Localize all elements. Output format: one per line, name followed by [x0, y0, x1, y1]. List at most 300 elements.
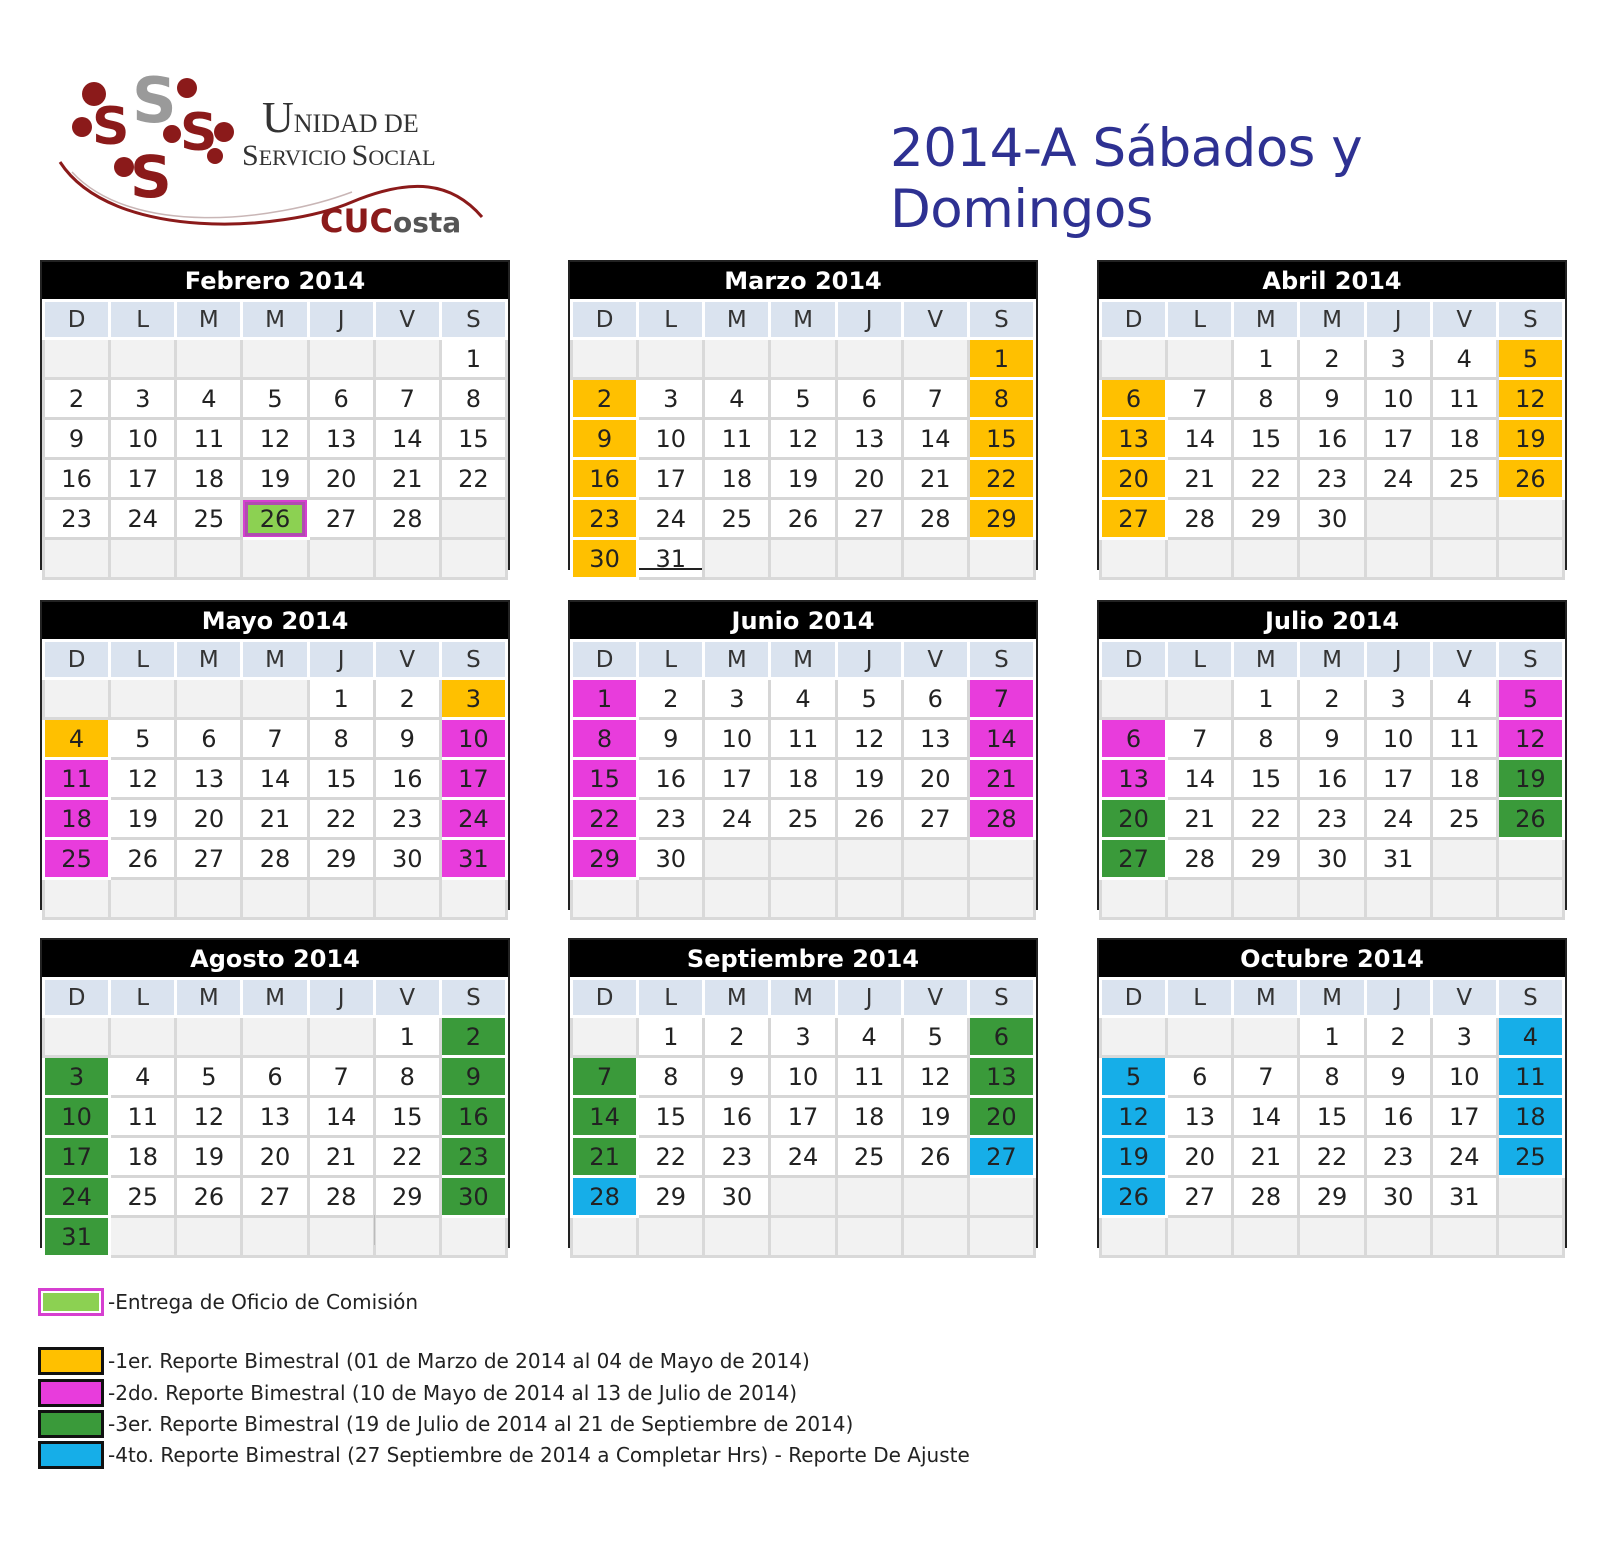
legend-text: -Entrega de Oficio de Comisión: [108, 1290, 419, 1314]
week-row: [44, 1217, 507, 1257]
day-cell: 4: [1497, 1017, 1563, 1057]
day-cell: 4: [176, 379, 242, 419]
day-cell: 30: [1299, 839, 1365, 879]
day-cell: 1: [440, 339, 506, 379]
day-cell: 31: [44, 1217, 110, 1257]
weekday-header: L: [1167, 641, 1233, 679]
day-cell: 23: [1365, 1137, 1431, 1177]
day-cell: 22: [440, 459, 506, 499]
empty-day-cell: [1101, 539, 1167, 579]
empty-day-cell: [704, 879, 770, 919]
day-cell: 31: [440, 839, 506, 879]
day-cell: 6: [836, 379, 902, 419]
empty-day-cell: [110, 339, 176, 379]
day-cell: 4: [1431, 339, 1497, 379]
day-cell: 19: [836, 759, 902, 799]
empty-day-cell: [1167, 1217, 1233, 1257]
empty-day-cell: [572, 1017, 638, 1057]
week-row: [1101, 499, 1564, 539]
day-cell: 2: [704, 1017, 770, 1057]
day-cell: 17: [1365, 419, 1431, 459]
day-cell: 18: [176, 459, 242, 499]
week-row: [1101, 1137, 1564, 1177]
day-cell: 8: [1299, 1057, 1365, 1097]
empty-day-cell: [968, 539, 1034, 579]
day-cell: 6: [968, 1017, 1034, 1057]
day-cell: 12: [902, 1057, 968, 1097]
weekday-header: M: [1233, 301, 1299, 339]
empty-day-cell: [308, 879, 374, 919]
day-cell: 27: [242, 1177, 308, 1217]
weekday-header: S: [968, 301, 1034, 339]
day-cell: 7: [1233, 1057, 1299, 1097]
week-row: [44, 339, 507, 379]
week-row: [572, 419, 1035, 459]
week-row: [44, 719, 507, 759]
day-cell: 12: [242, 419, 308, 459]
weekday-header: J: [1365, 979, 1431, 1017]
day-cell: 17: [110, 459, 176, 499]
empty-day-cell: [242, 539, 308, 579]
day-cell: 12: [836, 719, 902, 759]
empty-day-cell: [902, 839, 968, 879]
weekday-header: M: [242, 641, 308, 679]
logo-line1: NIDAD DE: [293, 109, 419, 138]
month-calendar: [1097, 260, 1567, 570]
day-cell: 13: [968, 1057, 1034, 1097]
day-cell: 17: [44, 1137, 110, 1177]
day-cell: 7: [308, 1057, 374, 1097]
day-cell: 25: [770, 799, 836, 839]
day-cell: 26: [176, 1177, 242, 1217]
week-row: [572, 1057, 1035, 1097]
day-cell: 23: [440, 1137, 506, 1177]
empty-day-cell: [242, 1217, 308, 1257]
day-cell: 11: [44, 759, 110, 799]
empty-day-cell: [902, 1217, 968, 1257]
day-cell: 9: [440, 1057, 506, 1097]
day-cell: 28: [902, 499, 968, 539]
svg-text:S: S: [180, 103, 218, 163]
weekday-header: L: [638, 641, 704, 679]
empty-day-cell: [770, 1177, 836, 1217]
week-row: [44, 1057, 507, 1097]
day-cell: 22: [968, 459, 1034, 499]
week-row: [44, 1137, 507, 1177]
day-cell: 28: [1233, 1177, 1299, 1217]
day-cell: 13: [1101, 419, 1167, 459]
day-cell: 19: [110, 799, 176, 839]
day-cell: 28: [968, 799, 1034, 839]
day-cell: 7: [1167, 379, 1233, 419]
weekday-header: M: [1299, 979, 1365, 1017]
day-cell: 9: [572, 419, 638, 459]
empty-day-cell: [176, 1217, 242, 1257]
weekday-header: S: [968, 641, 1034, 679]
empty-day-cell: [1233, 1017, 1299, 1057]
day-cell: 30: [638, 839, 704, 879]
day-cell: 6: [1101, 719, 1167, 759]
day-cell: 29: [374, 1177, 440, 1217]
weekday-header: M: [704, 979, 770, 1017]
empty-day-cell: [704, 839, 770, 879]
weekday-header: D: [572, 979, 638, 1017]
empty-day-cell: [968, 1217, 1034, 1257]
day-cell: 2: [440, 1017, 506, 1057]
empty-day-cell: [1167, 679, 1233, 719]
empty-day-cell: [308, 539, 374, 579]
empty-day-cell: [704, 1217, 770, 1257]
day-cell: 13: [242, 1097, 308, 1137]
day-cell: 5: [836, 679, 902, 719]
day-cell: 13: [1101, 759, 1167, 799]
legend-text: -1er. Reporte Bimestral (01 de Marzo de 2014 al 04 de Mayo de 2014): [108, 1349, 810, 1373]
week-row: [572, 799, 1035, 839]
day-cell: 19: [902, 1097, 968, 1137]
weekday-header: M: [1299, 641, 1365, 679]
month-title: Octubre 2014: [1099, 940, 1565, 977]
day-cell: 10: [440, 719, 506, 759]
month-calendar: [1097, 600, 1567, 910]
day-cell: 21: [572, 1137, 638, 1177]
day-cell: 26: [1101, 1177, 1167, 1217]
weekday-header: J: [836, 979, 902, 1017]
day-cell: 8: [1233, 719, 1299, 759]
day-cell: 20: [1167, 1137, 1233, 1177]
empty-day-cell: [1299, 539, 1365, 579]
day-cell: 3: [440, 679, 506, 719]
day-cell: 23: [1299, 799, 1365, 839]
week-row: [572, 719, 1035, 759]
day-cell: 5: [1101, 1057, 1167, 1097]
day-cell: 16: [44, 459, 110, 499]
day-cell: 14: [1167, 419, 1233, 459]
day-cell: 12: [1497, 719, 1563, 759]
day-cell: 14: [242, 759, 308, 799]
day-cell: 22: [1299, 1137, 1365, 1177]
day-cell: 24: [44, 1177, 110, 1217]
weekday-header: J: [836, 301, 902, 339]
day-cell: 26: [836, 799, 902, 839]
day-cell: 15: [638, 1097, 704, 1137]
week-row: [572, 379, 1035, 419]
legend-swatch: [38, 1347, 104, 1375]
day-cell: 20: [968, 1097, 1034, 1137]
day-cell: 18: [110, 1137, 176, 1177]
week-row: [44, 499, 507, 539]
weekday-header: J: [1365, 641, 1431, 679]
weekday-header: S: [968, 979, 1034, 1017]
day-cell: 1: [638, 1017, 704, 1057]
day-cell: 27: [902, 799, 968, 839]
day-cell: 7: [572, 1057, 638, 1097]
svg-text:S: S: [132, 64, 177, 137]
day-cell: 4: [44, 719, 110, 759]
day-cell: 15: [968, 419, 1034, 459]
weekday-header: V: [902, 641, 968, 679]
day-cell: 22: [1233, 799, 1299, 839]
empty-day-cell: [1365, 1217, 1431, 1257]
day-cell: 10: [770, 1057, 836, 1097]
month-calendar: [40, 600, 510, 910]
weekday-header: V: [902, 301, 968, 339]
empty-day-cell: [1497, 1217, 1563, 1257]
empty-day-cell: [1497, 1177, 1563, 1217]
empty-day-cell: [1299, 879, 1365, 919]
empty-day-cell: [44, 879, 110, 919]
empty-day-cell: [440, 499, 506, 539]
day-cell: 28: [308, 1177, 374, 1217]
weekday-header: S: [1497, 641, 1563, 679]
day-cell: 18: [1431, 419, 1497, 459]
empty-day-cell: [1365, 879, 1431, 919]
day-cell: 26: [1497, 459, 1563, 499]
day-cell: 27: [176, 839, 242, 879]
day-cell: 3: [704, 679, 770, 719]
day-cell: 4: [1431, 679, 1497, 719]
empty-day-cell: [770, 1217, 836, 1257]
week-row: [572, 539, 1035, 579]
empty-day-cell: [44, 539, 110, 579]
day-cell: 13: [308, 419, 374, 459]
day-cell: 20: [1101, 459, 1167, 499]
day-cell: 31: [1431, 1177, 1497, 1217]
day-cell: 18: [836, 1097, 902, 1137]
day-cell: 3: [1365, 339, 1431, 379]
empty-day-cell: [836, 879, 902, 919]
day-cell: 21: [1167, 459, 1233, 499]
logo-initial-u: U: [262, 93, 294, 142]
day-cell: 1: [1233, 339, 1299, 379]
day-cell: 4: [704, 379, 770, 419]
legend-text: -2do. Reporte Bimestral (10 de Mayo de 2014 al 13 de Julio de 2014): [108, 1381, 798, 1405]
day-cell: 3: [110, 379, 176, 419]
day-cell: 1: [1233, 679, 1299, 719]
day-cell: 5: [902, 1017, 968, 1057]
empty-day-cell: [374, 1217, 440, 1257]
day-cell: 10: [704, 719, 770, 759]
empty-day-cell: [1101, 879, 1167, 919]
weekday-header: D: [572, 301, 638, 339]
week-row: [1101, 1097, 1564, 1137]
day-cell: 29: [968, 499, 1034, 539]
day-cell: 10: [1365, 379, 1431, 419]
month-title: Abril 2014: [1099, 262, 1565, 299]
day-cell: 24: [1365, 459, 1431, 499]
day-cell: 30: [374, 839, 440, 879]
month-title: Mayo 2014: [42, 602, 508, 639]
week-row: [1101, 419, 1564, 459]
empty-day-cell: [1431, 879, 1497, 919]
empty-day-cell: [242, 679, 308, 719]
weekday-header: D: [1101, 301, 1167, 339]
weekday-header: S: [1497, 301, 1563, 339]
day-cell: 12: [770, 419, 836, 459]
weekday-header: M: [770, 641, 836, 679]
month-title: Junio 2014: [570, 602, 1036, 639]
day-cell: 21: [308, 1137, 374, 1177]
day-cell: 8: [1233, 379, 1299, 419]
week-row: [572, 879, 1035, 919]
day-cell: 28: [572, 1177, 638, 1217]
day-cell: 5: [1497, 339, 1563, 379]
month-title: Septiembre 2014: [570, 940, 1036, 977]
week-row: [1101, 1017, 1564, 1057]
legend-text: -4to. Reporte Bimestral (27 Septiembre de 2014 a Completar Hrs) - Reporte De Ajuste: [108, 1443, 970, 1467]
day-cell: 27: [968, 1137, 1034, 1177]
empty-day-cell: [1167, 1017, 1233, 1057]
month-title: Marzo 2014: [570, 262, 1036, 299]
day-cell: 12: [110, 759, 176, 799]
day-cell: 17: [440, 759, 506, 799]
day-cell: 1: [968, 339, 1034, 379]
day-cell: 13: [836, 419, 902, 459]
day-cell: 25: [1497, 1137, 1563, 1177]
day-cell: 26: [1497, 799, 1563, 839]
day-cell: 31: [638, 539, 704, 579]
empty-day-cell: [572, 1217, 638, 1257]
empty-day-cell: [1431, 1217, 1497, 1257]
empty-day-cell: [110, 1217, 176, 1257]
empty-day-cell: [440, 539, 506, 579]
weekday-header: J: [836, 641, 902, 679]
day-cell: 5: [1497, 679, 1563, 719]
day-cell: 21: [968, 759, 1034, 799]
day-cell: 10: [1365, 719, 1431, 759]
day-cell: 15: [440, 419, 506, 459]
day-cell: 8: [572, 719, 638, 759]
empty-day-cell: [374, 539, 440, 579]
day-cell: 24: [1365, 799, 1431, 839]
week-row: [1101, 759, 1564, 799]
day-cell: 19: [176, 1137, 242, 1177]
day-cell: 22: [374, 1137, 440, 1177]
day-cell: 19: [1101, 1137, 1167, 1177]
day-cell: 25: [704, 499, 770, 539]
empty-day-cell: [440, 1217, 506, 1257]
day-cell: 17: [770, 1097, 836, 1137]
day-cell: 30: [704, 1177, 770, 1217]
weekday-header: D: [44, 301, 110, 339]
weekday-header: D: [44, 641, 110, 679]
day-cell: 11: [704, 419, 770, 459]
day-cell: 15: [1233, 759, 1299, 799]
day-cell: 6: [242, 1057, 308, 1097]
weekday-header: S: [1497, 979, 1563, 1017]
day-cell: 21: [374, 459, 440, 499]
weekday-header: L: [110, 979, 176, 1017]
day-cell: 24: [110, 499, 176, 539]
day-cell: 25: [1431, 459, 1497, 499]
month-calendar: [568, 600, 1038, 910]
empty-day-cell: [1497, 499, 1563, 539]
day-cell: 14: [968, 719, 1034, 759]
empty-day-cell: [44, 1017, 110, 1057]
week-row: [44, 419, 507, 459]
day-cell: 5: [110, 719, 176, 759]
empty-day-cell: [110, 539, 176, 579]
day-cell: 17: [638, 459, 704, 499]
weekday-header: M: [176, 301, 242, 339]
week-row: [1101, 679, 1564, 719]
day-cell: 26: [110, 839, 176, 879]
day-cell: 2: [44, 379, 110, 419]
day-cell: 13: [1167, 1097, 1233, 1137]
day-cell: 18: [44, 799, 110, 839]
day-cell: 7: [374, 379, 440, 419]
day-cell: 15: [374, 1097, 440, 1137]
week-row: [44, 459, 507, 499]
day-cell: 9: [1299, 719, 1365, 759]
day-cell: 18: [1431, 759, 1497, 799]
day-cell: 2: [1299, 339, 1365, 379]
empty-day-cell: [176, 679, 242, 719]
day-cell: 29: [1299, 1177, 1365, 1217]
weekday-header: M: [242, 979, 308, 1017]
day-cell: 4: [110, 1057, 176, 1097]
empty-day-cell: [1167, 539, 1233, 579]
day-cell: 15: [308, 759, 374, 799]
day-cell: 25: [110, 1177, 176, 1217]
empty-day-cell: [1365, 499, 1431, 539]
week-row: [44, 759, 507, 799]
month-calendar: [1097, 938, 1567, 1248]
weekday-header: D: [1101, 641, 1167, 679]
empty-day-cell: [440, 879, 506, 919]
empty-day-cell: [836, 839, 902, 879]
legend-swatch: [38, 1288, 104, 1316]
empty-day-cell: [1431, 539, 1497, 579]
weekday-header: J: [308, 979, 374, 1017]
day-cell: 7: [968, 679, 1034, 719]
day-cell: 1: [572, 679, 638, 719]
day-cell: 6: [308, 379, 374, 419]
week-row: [1101, 379, 1564, 419]
empty-day-cell: [308, 1217, 374, 1257]
week-row: [572, 1137, 1035, 1177]
day-cell: 29: [572, 839, 638, 879]
weekday-header: L: [1167, 301, 1233, 339]
weekday-header: D: [572, 641, 638, 679]
day-cell: 22: [638, 1137, 704, 1177]
day-cell: 16: [374, 759, 440, 799]
day-cell: 27: [308, 499, 374, 539]
day-cell: 11: [770, 719, 836, 759]
empty-day-cell: [704, 339, 770, 379]
legend-text: -3er. Reporte Bimestral (19 de Julio de 2014 al 21 de Septiembre de 2014): [108, 1412, 854, 1436]
empty-day-cell: [836, 339, 902, 379]
day-cell: 14: [1233, 1097, 1299, 1137]
day-cell: 12: [176, 1097, 242, 1137]
weekday-header: L: [638, 301, 704, 339]
day-cell: 6: [1167, 1057, 1233, 1097]
empty-day-cell: [1365, 539, 1431, 579]
day-cell: 24: [440, 799, 506, 839]
day-cell: 11: [110, 1097, 176, 1137]
weekday-header: M: [242, 301, 308, 339]
day-cell: 25: [1431, 799, 1497, 839]
day-cell: 11: [836, 1057, 902, 1097]
week-row: [44, 1177, 507, 1217]
day-cell: 21: [902, 459, 968, 499]
empty-day-cell: [1101, 1217, 1167, 1257]
day-cell: 2: [1365, 1017, 1431, 1057]
day-cell: 13: [176, 759, 242, 799]
weekday-header: J: [308, 641, 374, 679]
logo-costa: osta: [392, 206, 462, 239]
day-cell: 6: [902, 679, 968, 719]
week-row: [44, 879, 507, 919]
